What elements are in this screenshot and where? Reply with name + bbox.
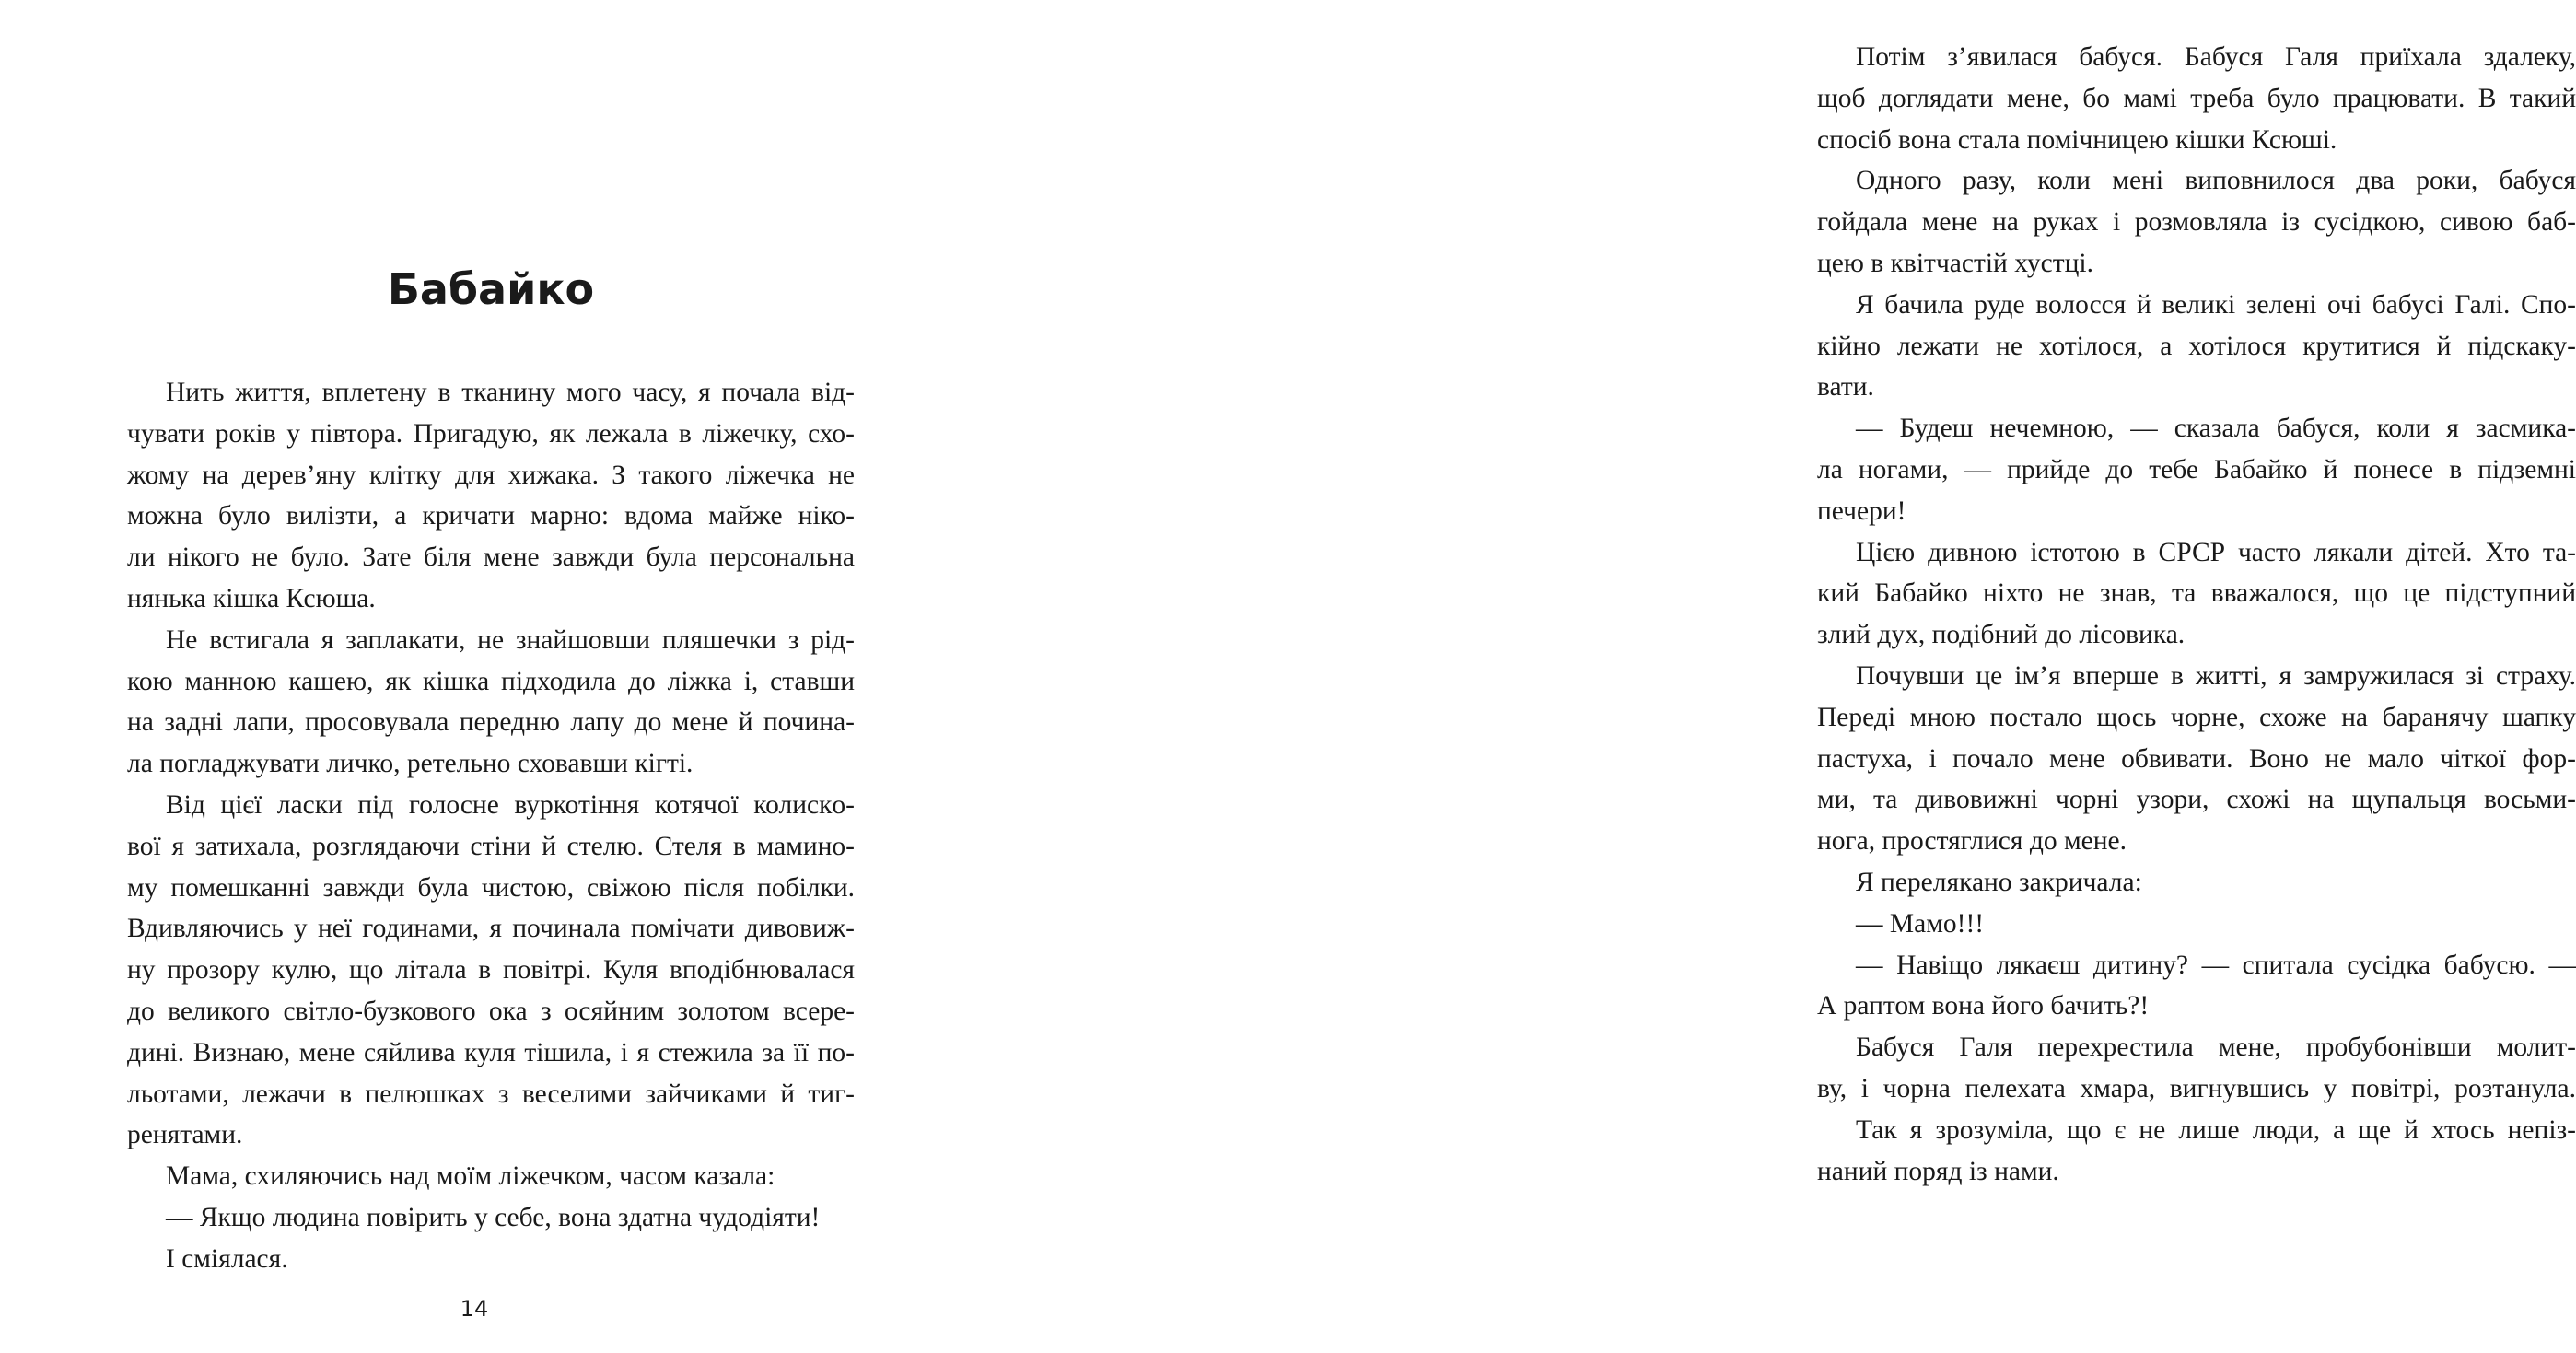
text-line: — Будеш нечемною, — сказала бабуся, коли я засмика- xyxy=(1856,414,2576,444)
text-line: кий Бабайко ніхто не знав, та вважалося, що це підступний xyxy=(1817,578,2576,609)
text-line: жому на дерев’яну клітку для хижака. З такого ліжечка не xyxy=(127,460,855,490)
text-line: А раптом вона його бачить?! xyxy=(1817,991,2150,1021)
left-page-text xyxy=(127,372,855,1280)
text-line: пастуха, і почало мене обвивати. Воно не мало чіткої фор- xyxy=(1817,743,2576,774)
text-line: ми, та дивовижні чорні узори, схожі на щупальця восьми- xyxy=(1817,785,2576,815)
text-line: чувати років у півтора. Пригадую, як лежала в ліжечку, схо- xyxy=(127,418,855,449)
text-line: можна було вилізти, а кричати марно: вдома майже ніко- xyxy=(127,501,855,531)
text-line: на задні лапи, просовувала передню лапу до мене й почина- xyxy=(127,707,855,738)
text-line: му помешканні завжди була чистою, свіжою після побілки. xyxy=(127,872,855,903)
text-line: Одного разу, коли мені виповнилося два роки, бабуся xyxy=(1856,166,2576,196)
text-line: цею в квітчастій хустці. xyxy=(1817,248,2093,278)
text-line: Бабуся Галя перехрестила мене, пробубонівши молит- xyxy=(1856,1032,2576,1063)
text-line: Переді мною постало щось чорне, схоже на баранячу шапку xyxy=(1817,702,2576,732)
text-line: Мама, схиляючись над моїм ліжечком, часом казала: xyxy=(166,1161,775,1192)
text-line: спосіб вона стала помічницею кішки Ксюші. xyxy=(1817,124,2337,155)
text-line: вої я затихала, розглядаючи стіни й стелю. Стеля в мамино- xyxy=(127,831,855,861)
text-line: кою манною кашею, як кішка підходила до ліжка і, ставши xyxy=(127,666,855,696)
right-page xyxy=(884,0,2576,1353)
text-line: вати. xyxy=(1817,372,1874,402)
text-line: до великого світло-бузкового ока з осяйним золотом всере- xyxy=(127,996,855,1026)
text-line: Я перелякано закричала: xyxy=(1856,867,2142,897)
text-line: Почувши це ім’я вперше в житті, я замружилася зі страху. xyxy=(1856,660,2576,691)
text-line: кійно лежати не хотілося, а хотілося крутитися й підскаку- xyxy=(1817,331,2576,361)
text-line: — Навіщо лякаєш дитину? — спитала сусідка бабусю. — xyxy=(1856,950,2576,980)
text-line: І сміялася. xyxy=(166,1243,288,1274)
text-line: льотами, лежачи в пелюшках з веселими зайчиками й тиг- xyxy=(127,1079,855,1109)
text-line: Я бачила руде волосся й великі зелені очі бабусі Галі. Спо- xyxy=(1856,289,2576,320)
text-line: дині. Визнаю, мене сяйлива куля тішила, і я стежила за її по- xyxy=(127,1037,855,1067)
text-line: Цією дивною істотою в СРСР часто лякали дітей. Хто та- xyxy=(1856,537,2576,567)
text-line: ву, і чорна пелехата хмара, вигнувшись у повітрі, розтанула. xyxy=(1817,1073,2576,1103)
text-line: наний поряд із нами. xyxy=(1817,1156,2059,1186)
text-line: — Якщо людина повірить у себе, вона здатна чудодіяти! xyxy=(166,1202,821,1232)
chapter-title: Бабайко xyxy=(387,264,595,314)
text-line: злий дух, подібний до лісовика. xyxy=(1817,620,2186,650)
text-line: Не встигала я заплакати, не знайшовши пляшечки з рід- xyxy=(166,624,855,655)
text-line: нянька кішка Ксюша. xyxy=(127,583,376,613)
text-line: ли нікого не було. Зате біля мене завжди була персональна xyxy=(127,542,855,573)
text-line: гойдала мене на руках і розмовляла із сусідкою, сивою баб- xyxy=(1817,207,2576,238)
text-line: печери! xyxy=(1817,496,1906,526)
right-page-text xyxy=(1817,37,2576,1192)
text-line: ла ногами, — прийде до тебе Бабайко й понесе в підземні xyxy=(1817,454,2576,484)
page-number: 14 xyxy=(460,1296,489,1322)
text-line: Так я зрозуміла, що є не лише люди, а ще й хтось непіз- xyxy=(1856,1114,2576,1145)
left-page xyxy=(0,0,884,1353)
text-line: — Мамо!!! xyxy=(1856,908,1985,939)
text-line: Від цієї ласки під голосне вуркотіння котячої колискo- xyxy=(166,789,855,820)
text-line: Нить життя, вплетену в тканину мого часу, я почала від- xyxy=(166,378,855,407)
text-line: Вдивляючись у неї годинами, я починала помічати дивовиж- xyxy=(127,914,855,944)
text-line: ренятами. xyxy=(127,1120,243,1150)
text-line: ну прозору кулю, що літала в повітрі. Куля вподібнювалася xyxy=(127,955,855,986)
text-line: Потім з’явилася бабуся. Бабуся Галя приїхала здалеку, xyxy=(1856,42,2576,72)
text-line: ла погладжувати личко, ретельно сховавши кігті. xyxy=(127,749,694,779)
text-line: нога, простяглися до мене. xyxy=(1817,826,2127,857)
text-line: щоб доглядати мене, бо мамі треба було працювати. В такий xyxy=(1817,83,2576,113)
